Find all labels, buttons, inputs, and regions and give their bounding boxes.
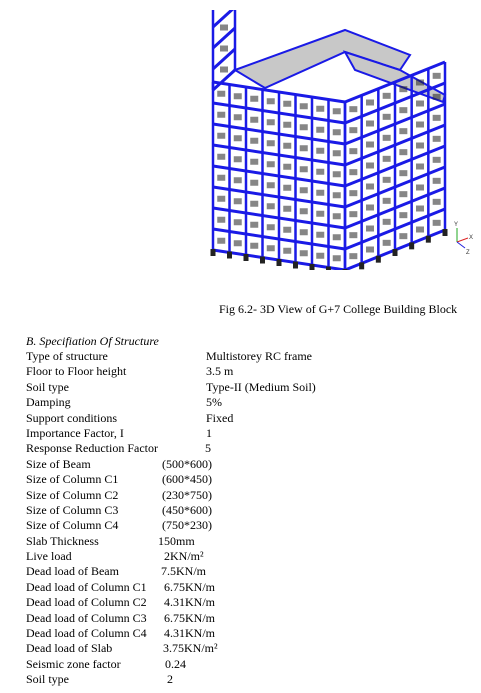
left-wing-panel [333,234,341,240]
spec-row [26,349,466,364]
right-wing-panel [349,232,357,238]
axis-label: Z [466,250,470,256]
right-wing-panel [433,220,441,226]
right-wing-panel [433,136,441,142]
right-wing-panel [399,191,407,197]
right-wing-panel [416,206,424,212]
left-wing-panel [300,250,308,256]
spec-label: Live load [26,549,72,564]
spec-value: (450*600) [162,502,212,517]
left-wing-panel [333,171,341,177]
spec-value: 3.5 m [206,364,234,379]
left-wing-panel [333,150,341,156]
left-wing-panel [283,122,291,128]
spec-label: Response Reduction Factor [26,441,158,456]
right-wing-panel [366,121,374,127]
left-wing-panel [283,185,291,191]
spec-value: (600*450) [162,472,212,487]
spec-label: Size of Column C4 [26,518,119,533]
rear-corner-beam [213,28,235,48]
right-wing-panel [383,135,391,141]
left-wing-panel [333,129,341,135]
rear-corner-panel [220,46,228,52]
left-wing-panel [283,143,291,149]
left-wing-panel [250,180,258,186]
left-wing-panel [283,248,291,254]
left-wing-panel [316,211,324,217]
left-wing-panel [316,169,324,175]
spec-row [26,641,466,656]
axis-label: X [469,235,474,241]
building-model-drawing [205,10,475,270]
support-node [409,242,414,249]
left-wing-panel [300,124,308,130]
left-wing-panel [267,224,275,230]
left-wing-panel [316,232,324,238]
spec-value: 2KN/m² [164,549,204,564]
spec-label: Support conditions [26,410,118,425]
spec-value: 0.24 [165,656,186,671]
right-wing-panel [399,170,407,176]
spec-row [26,380,466,395]
right-wing-panel [366,163,374,169]
left-wing-panel [234,156,242,162]
left-wing-panel [250,243,258,249]
right-wing-panel [416,143,424,149]
left-wing-panel [250,138,258,144]
spec-row [26,564,466,579]
right-wing-panel [416,101,424,107]
left-wing-panel [300,187,308,193]
spec-row [26,549,466,564]
spec-value: 4.31KN/m [164,595,215,610]
left-wing-panel [267,203,275,209]
spec-label: Damping [26,395,71,410]
left-wing-panel [300,103,308,109]
right-wing-panel [349,211,357,217]
left-wing-panel [300,166,308,172]
left-wing-panel [316,190,324,196]
spec-row [26,472,466,487]
right-wing-panel [366,205,374,211]
left-wing-panel [234,177,242,183]
right-wing-panel [399,149,407,155]
support-node [443,229,448,236]
support-node [277,259,282,266]
axis-label: Y [454,222,459,228]
left-wing-panel [267,119,275,125]
right-wing-panel [433,178,441,184]
right-wing-panel [383,114,391,120]
left-wing-panel [234,198,242,204]
spec-row [26,595,466,610]
left-wing-panel [267,140,275,146]
support-node [376,256,381,263]
spec-label: Dead load of Column C4 [26,626,147,641]
spec-label: Soil type [26,379,70,394]
left-wing-panel [217,238,225,244]
specification-list [26,349,466,688]
spec-value: (500*600) [162,456,212,471]
left-wing-panel [234,219,242,225]
spec-row [26,441,466,456]
spec-row [26,503,466,518]
support-node [426,236,431,243]
spec-label: Dead load of Column C3 [26,610,147,625]
left-wing-panel [250,159,258,165]
right-wing-panel [349,106,357,112]
right-wing-panel [383,93,391,99]
right-wing-panel [433,115,441,121]
spec-row [26,626,466,641]
spec-row [26,611,466,626]
left-wing-panel [333,192,341,198]
left-wing-panel [316,253,324,259]
right-wing-panel [399,86,407,92]
support-node [227,252,232,259]
spec-row [26,411,466,426]
spec-row [26,457,466,472]
axis-x [457,238,468,242]
rear-corner-panel [220,25,228,31]
left-wing-panel [217,175,225,181]
spec-value: (230*750) [162,487,212,502]
left-wing-panel [283,164,291,170]
spec-label: Size of Column C3 [26,502,119,517]
spec-value: 6.75KN/m [164,610,215,625]
support-node [359,262,364,269]
spec-value: Type-II (Medium Soil) [206,379,316,394]
spec-value: 4.31KN/m [164,626,215,641]
spec-label: Floor to Floor height [26,364,127,379]
right-wing-panel [433,157,441,163]
right-wing-panel [433,73,441,79]
support-node [260,257,265,264]
right-wing-panel [366,100,374,106]
support-node [244,254,249,261]
rear-corner-beam [213,70,235,90]
left-wing-panel [316,106,324,112]
right-wing-panel [416,80,424,86]
spec-value: 5% [206,395,222,410]
support-node [211,249,216,256]
left-wing-panel [283,101,291,107]
right-wing-panel [433,199,441,205]
spec-label: Dead load of Column C2 [26,595,147,610]
spec-row [26,518,466,533]
spec-row [26,657,466,672]
right-wing-panel [366,247,374,253]
spec-value: 7.5KN/m [161,564,206,579]
spec-value: Fixed [206,410,234,425]
left-wing-panel [217,217,225,223]
right-wing-panel [399,128,407,134]
left-wing-panel [234,135,242,141]
right-wing-panel [383,156,391,162]
left-wing-panel [217,91,225,97]
spec-row [26,534,466,549]
left-wing-panel [267,245,275,251]
left-wing-panel [333,255,341,261]
left-wing-panel [316,127,324,133]
right-wing-panel [383,198,391,204]
rear-corner-beam [213,49,235,69]
rear-corner-beam [213,10,235,27]
left-wing-panel [267,98,275,104]
right-wing-panel [349,253,357,259]
spec-label: Size of Column C1 [26,472,119,487]
left-wing-panel [250,117,258,123]
spec-row [26,426,466,441]
left-wing-panel [283,206,291,212]
spec-row [26,580,466,595]
left-wing-panel [217,112,225,118]
support-node [326,267,331,271]
left-wing-panel [300,145,308,151]
right-wing-panel [399,212,407,218]
left-wing-panel [250,222,258,228]
left-wing-panel [283,227,291,233]
left-wing-panel [333,213,341,219]
right-wing-panel [399,107,407,113]
support-node [393,249,398,256]
spec-row [26,488,466,503]
rear-corner-panel [220,67,228,73]
support-node [293,262,298,269]
right-wing-panel [383,219,391,225]
spec-value: 5 [205,441,211,456]
support-node [310,264,315,270]
spec-row [26,364,466,379]
axis-z [457,242,465,248]
right-wing-panel [416,122,424,128]
spec-value: (750*230) [162,518,212,533]
spec-value: Multistorey RC frame [206,349,312,363]
spec-row [26,672,466,687]
left-wing-panel [234,240,242,246]
right-wing-panel [416,227,424,233]
left-wing-panel [250,96,258,102]
left-wing-panel [267,182,275,188]
spec-label: Dead load of Beam [26,564,119,579]
spec-label: Dead load of Column C1 [26,579,147,594]
spec-label: Importance Factor, I [26,425,124,440]
spec-label: Slab Thickness [26,533,99,548]
spec-label: Type of structure [26,349,108,363]
right-wing-panel [383,177,391,183]
left-wing-panel [333,108,341,114]
right-wing-panel [433,94,441,100]
spec-value: 6.75KN/m [164,579,215,594]
support-node [343,269,348,270]
right-wing-panel [416,164,424,170]
spec-label: Dead load of Slab [26,641,113,656]
left-wing-panel [300,208,308,214]
right-wing-panel [366,184,374,190]
spec-label: Size of Column C2 [26,487,119,502]
spec-value: 150mm [158,533,195,548]
left-wing-panel [300,229,308,235]
spec-value: 1 [206,425,212,440]
section-heading: B. Specifiation Of Structure [26,334,159,348]
left-wing-panel [217,133,225,139]
left-wing-panel [250,201,258,207]
spec-label: Seismic zone factor [26,656,121,671]
right-wing-panel [399,233,407,239]
right-wing-panel [349,190,357,196]
left-wing-panel [234,114,242,120]
spec-label: Soil type [26,672,70,687]
left-wing-panel [217,154,225,160]
right-wing-panel [383,240,391,246]
right-wing-panel [366,142,374,148]
building-3d-figure [205,10,475,270]
right-wing-panel [349,148,357,154]
right-wing-panel [349,169,357,175]
spec-label: Size of Beam [26,456,91,471]
spec-value: 2 [167,672,173,687]
spec-row [26,395,466,410]
spec-value: 3.75KN/m² [163,641,218,656]
left-wing-panel [267,161,275,167]
left-wing-panel [234,93,242,99]
right-wing-panel [416,185,424,191]
figure-caption: Fig 6.2- 3D View of G+7 College Building Block [219,302,458,316]
right-wing-panel [349,127,357,133]
right-wing-panel [366,226,374,232]
left-wing-panel [316,148,324,154]
left-wing-panel [217,196,225,202]
